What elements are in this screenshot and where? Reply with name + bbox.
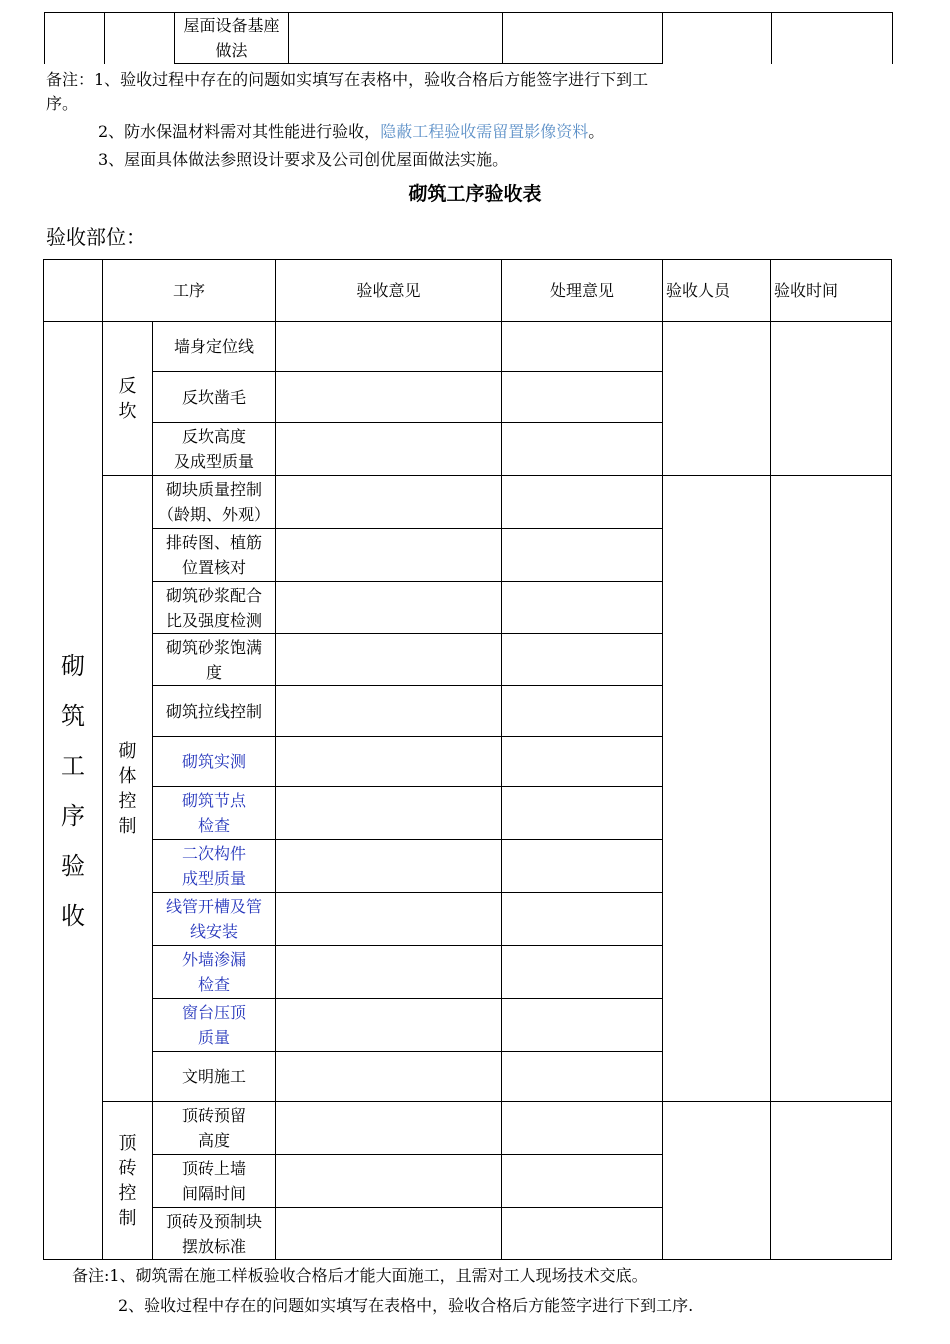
opinion-input-cell[interactable] <box>276 423 502 476</box>
handling-input-cell[interactable] <box>502 634 663 686</box>
table-row <box>44 476 892 529</box>
handling-input-cell[interactable] <box>502 686 663 737</box>
inspection-item-text: 文明施工 <box>182 1067 247 1086</box>
inspection-item-text: （龄期、外观） <box>158 505 271 524</box>
inspection-item-cell <box>153 476 276 529</box>
inspector-input-cell[interactable] <box>663 1102 771 1260</box>
inspection-item-text: 检查 <box>198 975 231 994</box>
top-note-line3: 3、屋面具体做法参照设计要求及公司创优屋面做法实施。 <box>98 150 509 169</box>
inspection-item-text: 成型质量 <box>182 869 247 888</box>
inspection-item-cell <box>153 1052 276 1102</box>
handling-input-cell[interactable] <box>502 840 663 893</box>
inspection-item-text: 砌筑实测 <box>182 752 247 771</box>
inspection-item-cell <box>153 686 276 737</box>
inspection-item-cell <box>153 787 276 840</box>
inspection-item-text: 线管开槽及管 <box>166 897 263 916</box>
item-label-roof-equipment-base: 屋面设备基座做法 <box>175 13 289 64</box>
inspection-item-cell <box>153 423 276 476</box>
handling-input-cell[interactable] <box>502 1155 663 1208</box>
table-cell <box>772 13 893 64</box>
opinion-input-cell[interactable] <box>276 529 502 582</box>
inspection-item-cell <box>153 529 276 582</box>
inspection-item-text: 间隔时间 <box>182 1184 247 1203</box>
time-input-cell[interactable] <box>771 322 892 476</box>
inspection-item-text: 质量 <box>198 1028 231 1047</box>
inspection-item-text: 顶砖上墙 <box>182 1159 247 1178</box>
inspection-item-text: 检查 <box>198 816 231 835</box>
main-category-char: 筑 <box>61 701 85 730</box>
handling-input-cell[interactable] <box>502 1208 663 1260</box>
inspection-item-text: 反坎高度 <box>182 427 247 446</box>
header-empty-cell <box>44 260 103 322</box>
inspection-item-cell <box>153 893 276 946</box>
opinion-input-cell[interactable] <box>276 476 502 529</box>
handling-input-cell[interactable] <box>502 999 663 1052</box>
group-name-char: 制 <box>118 1207 137 1229</box>
group-name-cell <box>103 476 153 1102</box>
header-opinion: 验收意见 <box>276 260 502 322</box>
previous-table-fragment <box>44 12 893 64</box>
inspection-item-cell <box>153 582 276 634</box>
inspection-item-text: 位置核对 <box>182 558 247 577</box>
opinion-input-cell[interactable] <box>276 737 502 787</box>
handling-input-cell[interactable] <box>502 529 663 582</box>
table-cell <box>105 13 175 64</box>
opinion-input-cell[interactable] <box>276 1155 502 1208</box>
note-highlight: 隐蔽工程验收需留置影像资料 <box>380 122 589 141</box>
handling-input-cell[interactable] <box>502 737 663 787</box>
inspection-item-cell <box>153 322 276 372</box>
opinion-input-cell[interactable] <box>276 999 502 1052</box>
group-name-char: 控 <box>118 790 137 812</box>
opinion-input-cell[interactable] <box>276 946 502 999</box>
inspection-item-text: 度 <box>206 662 223 682</box>
handling-input-cell[interactable] <box>502 787 663 840</box>
inspection-item-cell <box>153 372 276 423</box>
inspector-input-cell[interactable] <box>663 322 771 476</box>
header-inspector: 验收人员 <box>663 260 771 322</box>
page-title: 砌筑工序验收表 <box>408 183 542 205</box>
handling-input-cell[interactable] <box>502 1102 663 1155</box>
opinion-input-cell[interactable] <box>276 634 502 686</box>
handling-input-cell[interactable] <box>502 582 663 634</box>
opinion-input-cell[interactable] <box>276 1102 502 1155</box>
inspection-item-text: 顶砖预留 <box>182 1106 247 1125</box>
inspection-item-text: 顶砖及预制块 <box>166 1211 263 1231</box>
inspector-input-cell[interactable] <box>663 476 771 1102</box>
table-row <box>44 1102 892 1155</box>
handling-input-cell[interactable] <box>502 893 663 946</box>
group-name-char: 反 <box>118 375 137 397</box>
handling-input-cell[interactable] <box>502 1052 663 1102</box>
inspection-item-cell <box>153 1102 276 1155</box>
inspection-item-cell <box>153 737 276 787</box>
inspection-item-cell <box>153 999 276 1052</box>
main-category-label <box>44 641 102 941</box>
inspection-item-text: 比及强度检测 <box>166 610 263 630</box>
group-name-label <box>103 739 152 839</box>
header-time: 验收时间 <box>771 260 892 322</box>
handling-input-cell[interactable] <box>502 476 663 529</box>
inspection-item-text: 窗台压顶 <box>182 1003 247 1022</box>
inspection-location-label: 验收部位： <box>46 225 146 249</box>
main-category-char: 收 <box>61 901 85 930</box>
group-name-char: 控 <box>118 1182 137 1204</box>
opinion-input-cell[interactable] <box>276 582 502 634</box>
main-category-cell <box>44 322 103 1260</box>
group-name-char: 制 <box>118 815 137 837</box>
table-header-row <box>44 260 892 322</box>
inspection-item-text: 摆放标准 <box>182 1236 247 1256</box>
group-name-char: 体 <box>118 765 137 787</box>
group-name-char: 坎 <box>118 400 137 422</box>
top-note-line1-cont: 序。 <box>46 94 79 113</box>
handling-input-cell[interactable] <box>502 423 663 476</box>
inspection-item-cell <box>153 946 276 999</box>
table-cell <box>45 13 105 64</box>
inspection-item-text: 砌筑节点 <box>182 791 247 810</box>
inspection-item-text: 砌块质量控制 <box>166 480 263 499</box>
opinion-input-cell[interactable] <box>276 893 502 946</box>
inspection-item-text: 排砖图、植筋 <box>166 533 263 552</box>
group-name-cell <box>103 322 153 476</box>
inspection-item-cell <box>153 634 276 686</box>
table-cell <box>289 13 503 64</box>
table-cell <box>503 13 663 64</box>
note-text: 2、防水保温材料需对其性能进行验收， <box>98 122 381 141</box>
note-text: 。 <box>588 122 605 141</box>
inspection-item-cell <box>153 840 276 893</box>
group-name-char: 砖 <box>118 1157 137 1179</box>
opinion-input-cell[interactable] <box>276 840 502 893</box>
main-category-char: 工 <box>61 751 85 780</box>
header-handling: 处理意见 <box>502 260 663 322</box>
inspection-item-text: 砌筑砂浆配合 <box>166 585 263 605</box>
handling-input-cell[interactable] <box>502 322 663 372</box>
masonry-inspection-table <box>43 259 892 1260</box>
inspection-item-text: 高度 <box>198 1131 231 1150</box>
time-input-cell[interactable] <box>771 476 892 1102</box>
inspection-item-text: 及成型质量 <box>174 452 255 471</box>
inspection-item-text: 墙身定位线 <box>174 337 255 356</box>
group-name-char: 砌 <box>118 740 137 762</box>
handling-input-cell[interactable] <box>502 372 663 423</box>
group-name-char: 顶 <box>118 1132 137 1154</box>
group-name-label <box>103 374 152 424</box>
handling-input-cell[interactable] <box>502 946 663 999</box>
inspection-item-text: 砌筑拉线控制 <box>166 701 263 721</box>
opinion-input-cell[interactable] <box>276 686 502 737</box>
inspection-item-text: 砌筑砂浆饱满 <box>166 637 263 657</box>
bottom-note-line2: 2、验收过程中存在的问题如实填写在表格中，验收合格后方能签字进行下到工序. <box>118 1296 694 1315</box>
main-category-char: 验 <box>61 851 85 880</box>
bottom-note-line1: 备注:1、砌筑需在施工样板验收合格后才能大面施工，且需对工人现场技术交底。 <box>72 1266 648 1285</box>
main-category-char: 砌 <box>61 651 85 680</box>
opinion-input-cell[interactable] <box>276 1208 502 1260</box>
table-row <box>44 322 892 372</box>
inspection-item-text: 外墙渗漏 <box>182 950 247 969</box>
opinion-input-cell[interactable] <box>276 1052 502 1102</box>
inspection-item-text: 线安装 <box>190 922 239 941</box>
opinion-input-cell[interactable] <box>276 322 502 372</box>
inspection-item-text: 反坎凿毛 <box>182 387 247 407</box>
opinion-input-cell[interactable] <box>276 787 502 840</box>
top-note-line2 <box>98 120 604 144</box>
inspection-item-text: 二次构件 <box>182 844 247 863</box>
time-input-cell[interactable] <box>771 1102 892 1260</box>
inspection-item-cell <box>153 1208 276 1260</box>
top-note-line1: 备注：1、验收过程中存在的问题如实填写在表格中，验收合格后方能签字进行下到工 <box>46 70 649 89</box>
group-name-label <box>103 1131 152 1231</box>
inspection-item-cell <box>153 1155 276 1208</box>
opinion-input-cell[interactable] <box>276 372 502 423</box>
table-cell <box>663 13 772 64</box>
header-process: 工序 <box>103 260 276 322</box>
main-category-char: 序 <box>61 801 85 830</box>
group-name-cell <box>103 1102 153 1260</box>
